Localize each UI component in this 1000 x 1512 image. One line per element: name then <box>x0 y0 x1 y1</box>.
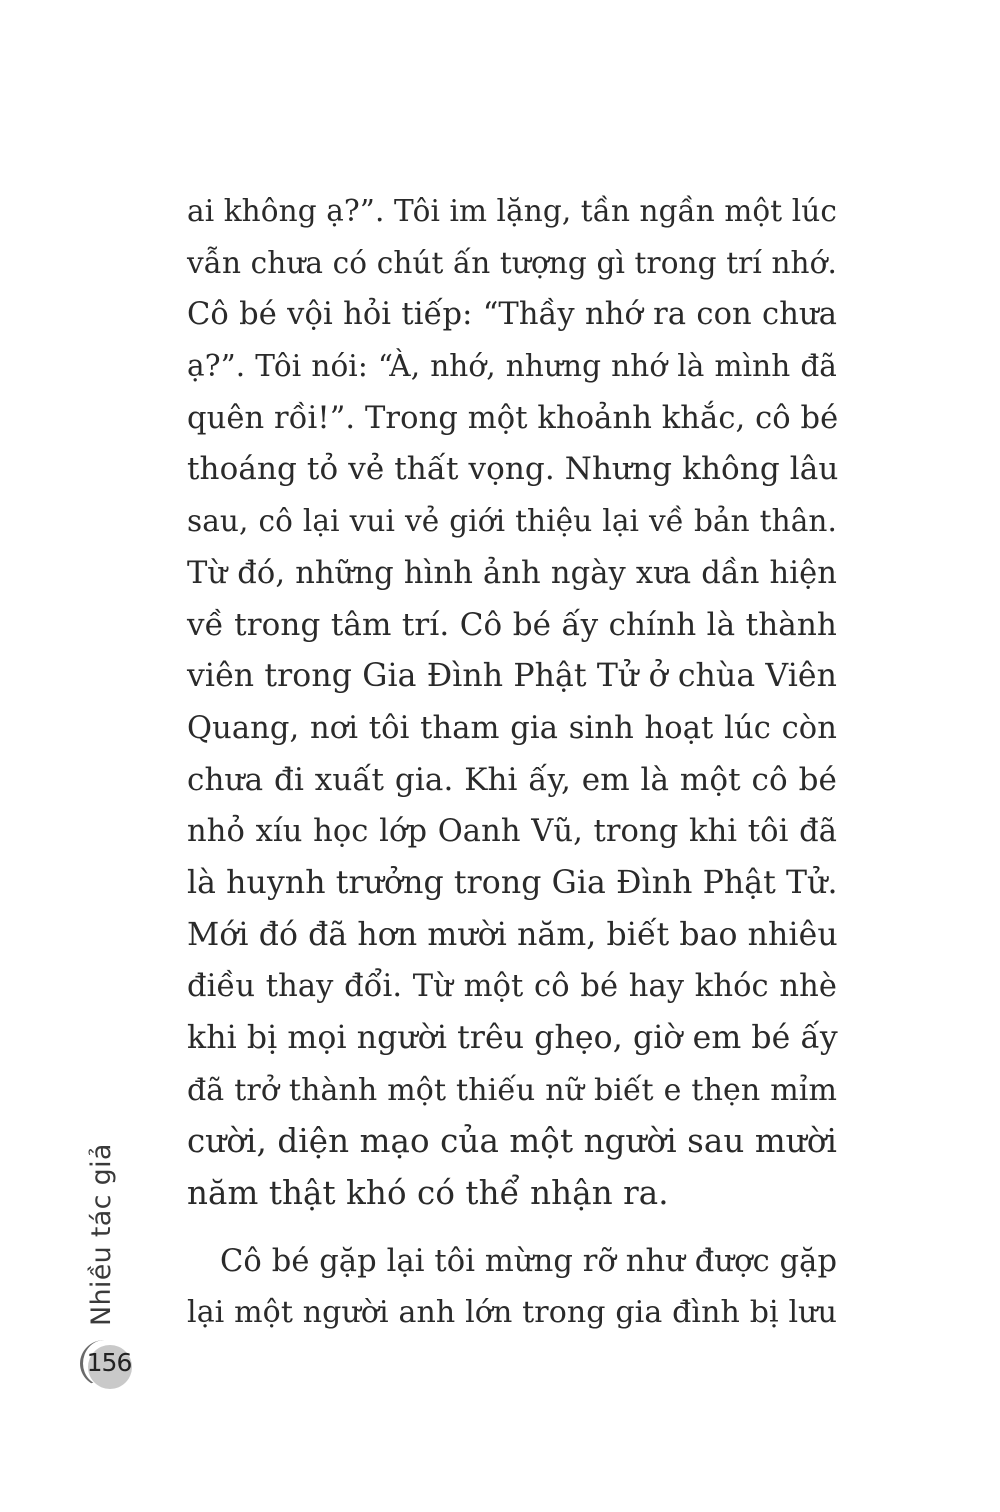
text-line: quên rồi!”. Trong một khoảnh khắc, cô bé <box>187 400 839 436</box>
body-text <box>187 186 837 1339</box>
paragraph-spacer <box>187 1220 837 1236</box>
text-line: vẫn chưa có chút ấn tượng gì trong trí nhớ. <box>187 245 837 280</box>
running-head-author: Nhiều tác giả <box>86 1143 117 1326</box>
text-line: Cô bé gặp lại tôi mừng rỡ như được gặp <box>220 1243 838 1279</box>
text-line: nhỏ xíu học lớp Oanh Vũ, trong khi tôi đã <box>187 814 837 850</box>
page-number: 156 <box>86 1348 132 1377</box>
page-number-badge <box>80 1340 132 1392</box>
text-line: là huynh trưởng trong Gia Đình Phật Tử. <box>187 864 838 901</box>
text-line: lại một người anh lớn trong gia đình bị lưu <box>187 1295 837 1331</box>
text-line: khi bị mọi người trêu ghẹo, giờ em bé ấy <box>187 1020 838 1056</box>
text-line: thoáng tỏ vẻ thất vọng. Nhưng không lâu <box>187 451 839 488</box>
text-line: Quang, nơi tôi tham gia sinh hoạt lúc còn <box>187 710 837 746</box>
text-line: Cô bé vội hỏi tiếp: “Thầy nhớ ra con chưa <box>187 297 837 333</box>
text-line: sau, cô lại vui vẻ giới thiệu lại về bản thân. <box>187 504 837 539</box>
text-line: chưa đi xuất gia. Khi ấy, em là một cô bé <box>187 761 837 798</box>
text-line: ai không ạ?”. Tôi im lặng, tần ngần một lúc <box>187 194 837 228</box>
text-line: điều thay đổi. Từ một cô bé hay khóc nhè <box>187 969 837 1005</box>
text-line: Từ đó, những hình ảnh ngày xưa dần hiện <box>187 555 837 591</box>
text-line: về trong tâm trí. Cô bé ấy chính là thành <box>187 606 837 643</box>
paragraph-2 <box>187 1236 837 1339</box>
text-line: đã trở thành một thiếu nữ biết e thẹn mỉm <box>187 1072 837 1108</box>
text-line: Mới đó đã hơn mười năm, biết bao nhiêu <box>187 916 838 953</box>
paragraph-1 <box>187 186 837 1220</box>
text-line: viên trong Gia Đình Phật Tử ở chùa Viên <box>187 658 837 695</box>
text-line: ạ?”. Tôi nói: “À, nhớ, nhưng nhớ là mình đã <box>187 349 837 384</box>
text-line: cười, diện mạo của một người sau mười <box>187 1122 837 1161</box>
text-line: năm thật khó có thể nhận ra. <box>187 1174 669 1213</box>
